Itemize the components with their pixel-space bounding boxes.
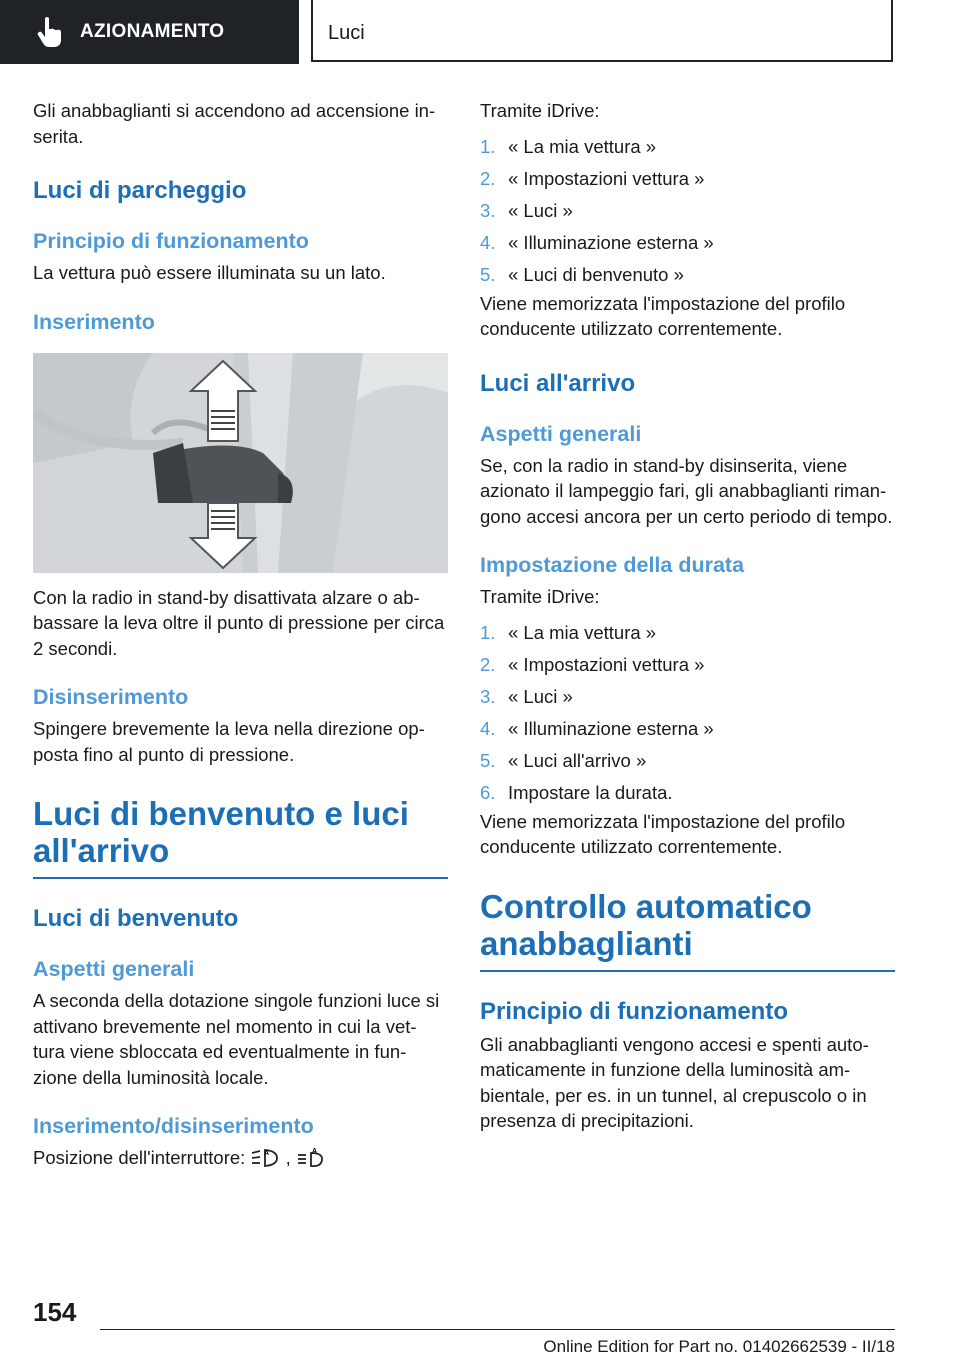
list-item xyxy=(480,227,895,259)
list-item xyxy=(480,681,895,713)
auto-principle-heading: Principio di funzionamento xyxy=(480,997,788,1025)
auto-low-beam-heading: Controllo automatico anabbaglianti xyxy=(480,887,812,962)
welcome-arrival-heading: Luci di benvenuto e luci all'arrivo xyxy=(33,795,409,869)
heading-rule-2 xyxy=(480,970,895,972)
step-number: 4. xyxy=(480,717,496,739)
step-number: 3. xyxy=(480,199,496,221)
step-number: 2. xyxy=(480,653,496,675)
arrival-general-text: Se, con la radio in stand-by disinserita, viene azionato il lampeggio fari, gli anabbaglianti riman-gono accesi ancora per un certo periodo di tempo. xyxy=(480,454,893,527)
list-item xyxy=(480,777,895,809)
disengage-text: Spingere brevemente la leva nella direzione op-posta fino al punto di pressione. xyxy=(33,718,425,765)
header-section-label: AZIONAMENTO xyxy=(80,21,225,42)
duration-heading: Impostazione della durata xyxy=(480,553,745,577)
step-text: « Illuminazione esterna » xyxy=(508,717,714,739)
footer-rule xyxy=(100,1329,895,1330)
list-item xyxy=(480,713,895,745)
step-number: 1. xyxy=(480,135,496,157)
step-text: « Luci » xyxy=(508,199,573,221)
list-item xyxy=(480,649,895,681)
step-number: 4. xyxy=(480,231,496,253)
list-item xyxy=(480,131,895,163)
page-number: 154 xyxy=(33,1297,77,1327)
list-item xyxy=(480,259,895,291)
idrive-intro-2: Tramite iDrive: xyxy=(480,586,600,607)
step-number: 5. xyxy=(480,749,496,771)
arrival-steps-list xyxy=(480,617,895,809)
header-chapter-label: Luci xyxy=(328,21,365,44)
list-item xyxy=(480,163,895,195)
right-column xyxy=(480,98,895,1134)
auto-principle-text: Gli anabbaglianti vengono accesi e spenti auto-maticamente in funzione della luminosità am-bientale, per es. in un tunnel, al crepuscolo o in presenza di precipitazioni. xyxy=(480,1033,869,1131)
welcome-lights-heading: Luci di benvenuto xyxy=(33,905,239,932)
general-heading: Aspetti generali xyxy=(33,957,195,981)
step-number: 2. xyxy=(480,167,496,189)
switch-position-line xyxy=(33,1145,448,1171)
footer-edition: Online Edition for Part no. 01402662539 - II/18 xyxy=(543,1337,895,1356)
step-number: 3. xyxy=(480,685,496,707)
step-text: « Luci all'arrivo » xyxy=(508,749,647,771)
list-item xyxy=(480,745,895,777)
disengage-heading: Disinserimento xyxy=(33,685,189,709)
welcome-steps-list xyxy=(480,131,895,291)
step-text: « Impostazioni vettura » xyxy=(508,167,705,189)
header-section-tab xyxy=(0,0,299,64)
list-item xyxy=(480,617,895,649)
lever-illustration xyxy=(33,353,448,573)
left-column xyxy=(33,98,448,1171)
intro-paragraph: Gli anabbaglianti si accendono ad accensione in-serita. xyxy=(33,100,436,147)
step-text: « Luci » xyxy=(508,685,573,707)
idrive-intro-1: Tramite iDrive: xyxy=(480,100,600,121)
step-text: « La mia vettura » xyxy=(508,135,657,157)
arrival-lights-heading: Luci all'arrivo xyxy=(480,369,636,397)
saved-profile-text-2: Viene memorizzata l'impostazione del profilo conducente utilizzato correntemente. xyxy=(480,810,846,857)
list-item xyxy=(480,195,895,227)
general-text: A seconda della dotazione singole funzioni luce si attivano brevemente nel momento in cui la vet-tura viene sbloccata ed eventualmente in fun-zione della luminosità locale. xyxy=(33,990,440,1088)
step-text: Impostare la durata. xyxy=(508,781,673,803)
onoff-heading: Inserimento/disinserimento xyxy=(33,1114,314,1138)
principle-text: La vettura può essere illuminata su un lato. xyxy=(33,262,386,283)
arrival-general-heading: Aspetti generali xyxy=(480,421,642,446)
heading-rule xyxy=(33,877,448,879)
step-text: « Illuminazione esterna » xyxy=(508,231,714,253)
auto-headlight-alt-icon xyxy=(296,1147,326,1169)
lever-figure xyxy=(33,353,448,573)
header-chapter-tab xyxy=(311,0,893,62)
principle-heading: Principio di funzionamento xyxy=(33,229,309,253)
svg-text:A: A xyxy=(311,1148,317,1155)
auto-headlight-icon xyxy=(250,1147,280,1169)
engage-heading: Inserimento xyxy=(33,309,155,334)
step-number: 1. xyxy=(480,621,496,643)
switch-separator: , xyxy=(285,1147,291,1168)
step-number: 6. xyxy=(480,781,496,803)
step-text: « Luci di benvenuto » xyxy=(508,263,684,285)
saved-profile-text-1: Viene memorizzata l'impostazione del profilo conducente utilizzato correntemente. xyxy=(480,292,846,339)
engage-text: Con la radio in stand-by disattivata alzare o ab-bassare la leva oltre il punto di pressione per circa 2 secondi. xyxy=(33,586,445,659)
parking-lights-heading: Luci di parcheggio xyxy=(33,177,247,204)
step-text: « Impostazioni vettura » xyxy=(508,653,705,675)
switch-position-text: Posizione dell'interruttore: xyxy=(33,1147,246,1168)
hand-pointer-icon xyxy=(34,15,64,49)
svg-text:A: A xyxy=(264,1150,270,1157)
step-text: « La mia vettura » xyxy=(508,621,657,643)
step-number: 5. xyxy=(480,263,496,285)
